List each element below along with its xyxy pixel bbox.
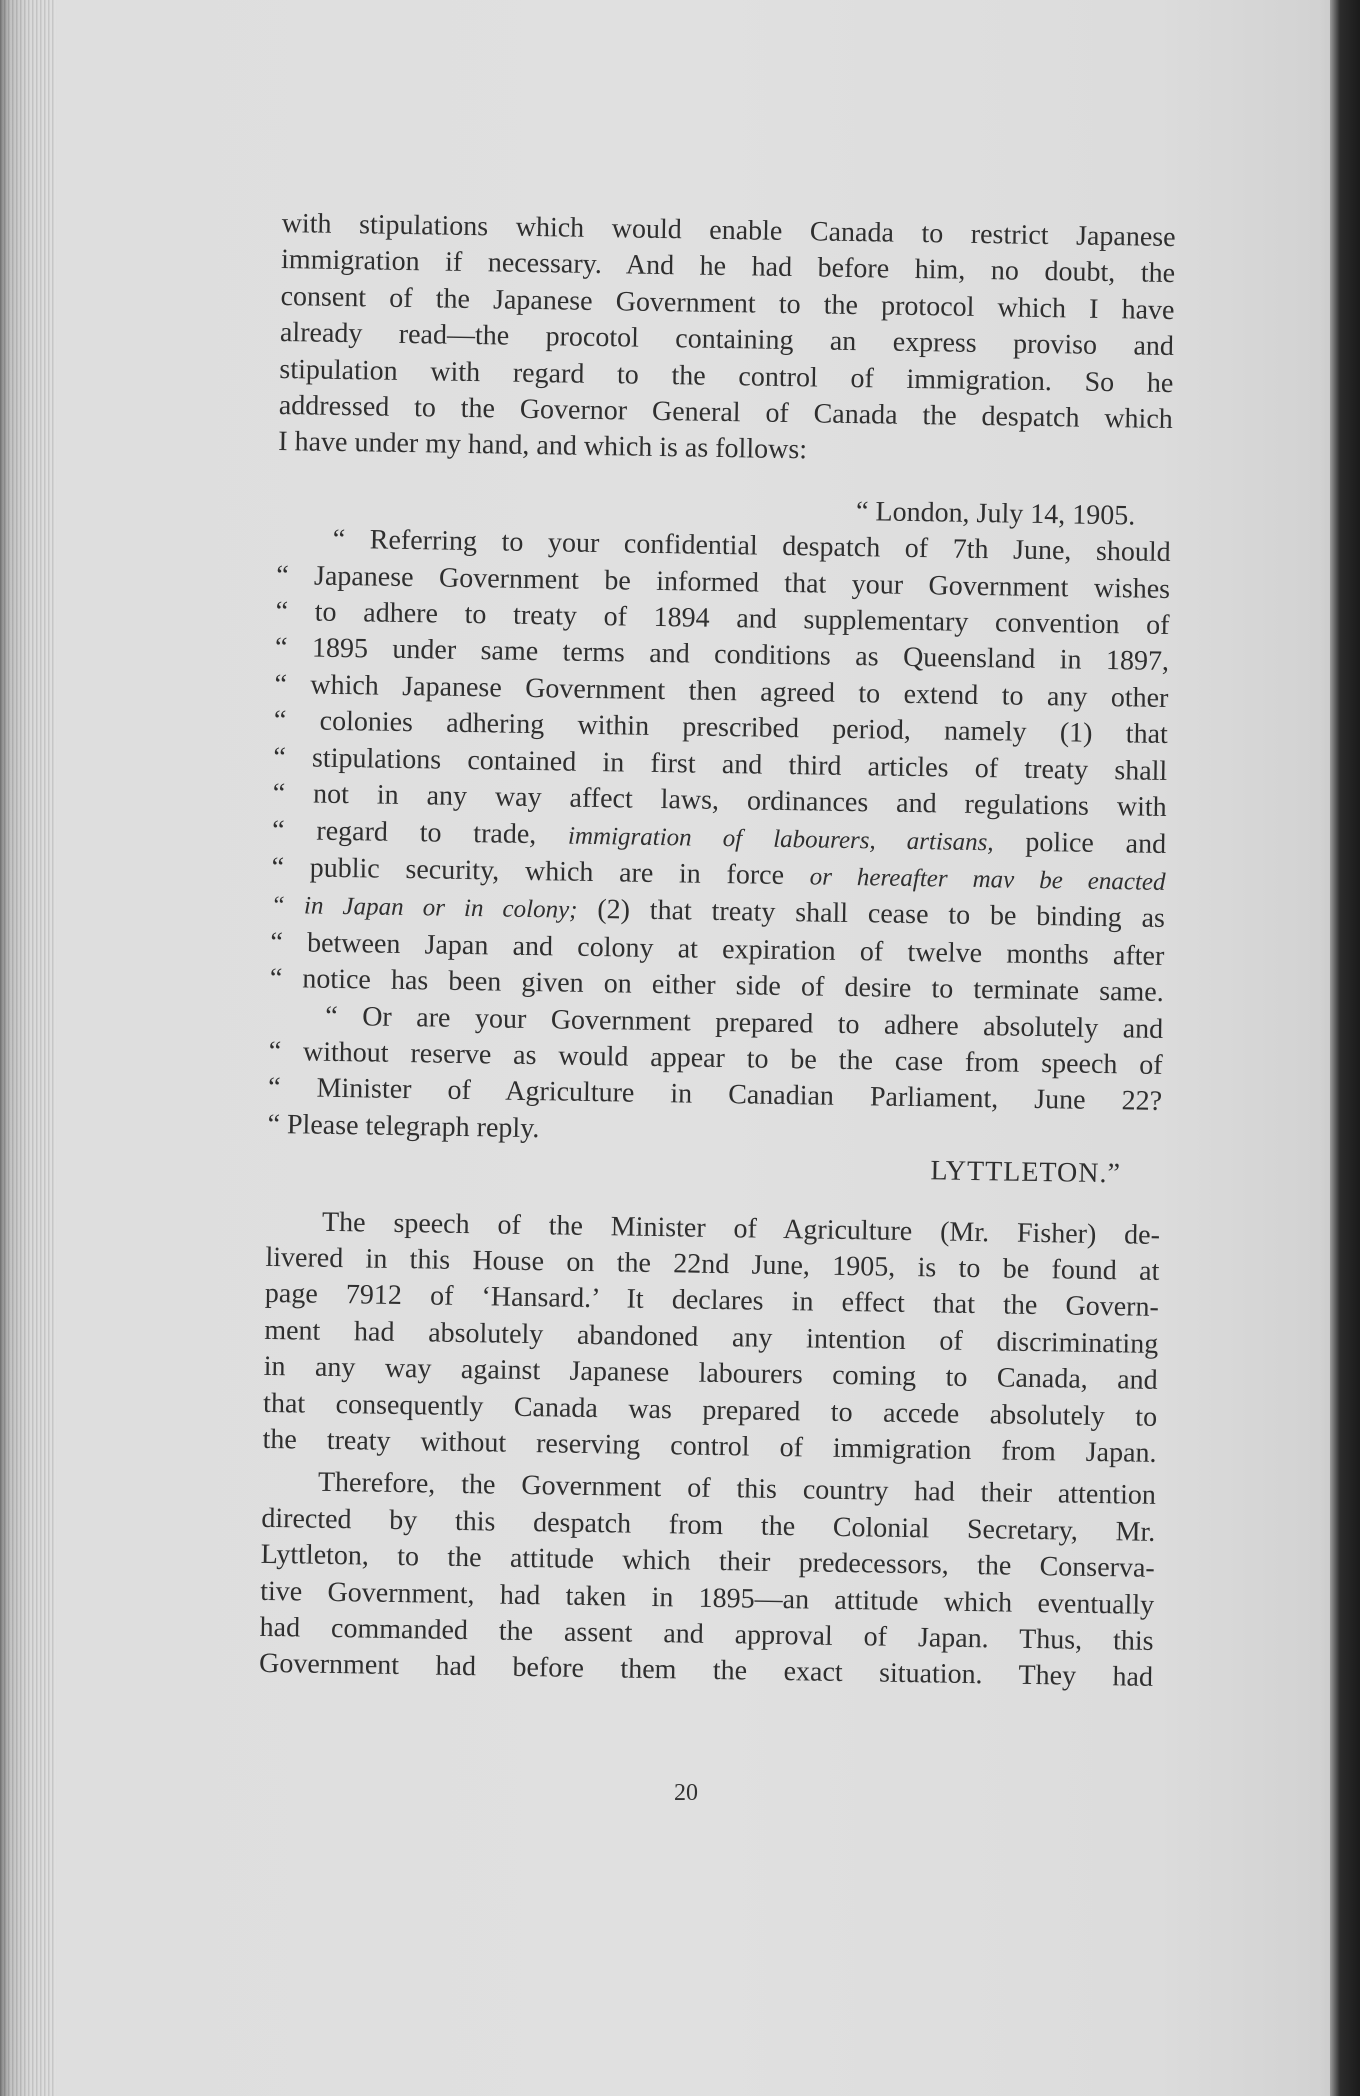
despatch-dateline: “ London, July 14, 1905. <box>855 495 1136 532</box>
italic-text: or hereafter mav be enacted <box>809 863 1166 896</box>
text-line: page 7912 of ‘Hansard.’ It declares in effect that the Govern- <box>264 1278 1160 1324</box>
despatch-line: “ Please telegraph reply. <box>267 1108 540 1144</box>
page-number: 20 <box>674 1780 698 1806</box>
text-line: had commanded the assent and approval of Japan. Thus, this <box>259 1611 1154 1657</box>
text-line: Lyttleton, to the attitude which their predecessors, the Conserva- <box>260 1539 1155 1585</box>
text-line: directed by this despatch from the Colonial Secretary, Mr. <box>261 1502 1156 1548</box>
despatch-line: “ not in any way affect laws, ordinances and regulations with <box>272 778 1167 824</box>
body-paragraph <box>259 1464 1156 1696</box>
despatch-quote <box>267 485 1172 1194</box>
text-line: with stipulations which would enable Canada to restrict Japanese <box>281 207 1176 254</box>
text-line: immigration if necessary. And he had before him, no doubt, the <box>280 244 1176 290</box>
text-line: tive Government, had taken in 1895—an attitude which eventually <box>259 1575 1155 1621</box>
despatch-signature: LYTTLETON.” <box>930 1155 1122 1190</box>
despatch-line: “ to adhere to treaty of 1894 and supplementary convention of <box>275 596 1170 642</box>
text-line: already read—the procotol containing an express proviso and <box>279 317 1175 363</box>
despatch-line: “ which Japanese Government then agreed to extend to any other <box>274 668 1169 714</box>
roman-text: police and <box>993 825 1167 860</box>
page-right-edge <box>1330 0 1360 2096</box>
despatch-line: “ Japanese Government be informed that your Government wishes <box>275 559 1171 605</box>
italic-text: “ in Japan or in colony; <box>270 892 578 925</box>
text-line: consent of the Japanese Government to the protocol which I have <box>280 280 1175 326</box>
text-line: ment had absolutely abandoned any intention of discriminating <box>264 1314 1159 1360</box>
text-line: Therefore, the Government of this country had their attention <box>317 1467 1157 1512</box>
roman-text: “ public security, which are in force <box>271 851 810 892</box>
opening-paragraph <box>278 206 1176 475</box>
despatch-line: “ Or are your Government prepared to adhere absolutely and <box>325 1000 1164 1045</box>
body-paragraph <box>262 1203 1160 1472</box>
text-line: the treaty without reserving control of immigration from Japan. <box>262 1423 1157 1469</box>
text-line: that consequently Canada was prepared to accede absolutely to <box>262 1387 1158 1433</box>
text-line: Government had before them the exact situation. They had <box>258 1648 1154 1694</box>
despatch-line: “ stipulations contained in first and third articles of treaty shall <box>273 741 1168 787</box>
despatch-line: “ notice has been given on either side of desire to terminate same. <box>269 963 1164 1009</box>
roman-text: (2) that treaty shall cease to be binding as <box>577 894 1166 935</box>
text-line: addressed to the Governor General of Canada the despatch which <box>278 390 1173 436</box>
despatch-line: “ Referring to your confidential despatch of 7th June, should <box>332 524 1171 569</box>
despatch-line: “ Minister of Agriculture in Canadian Parliament, June 22? <box>267 1072 1163 1118</box>
page-text <box>259 206 1176 1697</box>
roman-text: “ regard to trade, <box>271 814 569 851</box>
despatch-line: “ colonies adhering within prescribed period, namely (1) that <box>273 705 1169 751</box>
text-line: The speech of the Minister of Agriculture (Mr. Fisher) de- <box>321 1206 1161 1251</box>
text-line: I have under my hand, and which is as follows: <box>278 426 808 466</box>
page-binding-edge <box>0 0 56 2096</box>
despatch-line: “ between Japan and colony at expiration of twelve months after <box>270 926 1165 972</box>
despatch-line: “ 1895 under same terms and conditions as Queensland in 1897, <box>274 632 1170 678</box>
text-line: in any way against Japanese labourers coming to Canada, and <box>263 1351 1158 1397</box>
text-line: livered in this House on the 22nd June, 1905, is to be found at <box>265 1241 1160 1287</box>
text-line: stipulation with regard to the control of immigration. So he <box>279 353 1174 399</box>
despatch-line: “ without reserve as would appear to be the case from speech of <box>268 1035 1163 1081</box>
italic-text: immigration of labourers, artisans, <box>567 822 994 856</box>
